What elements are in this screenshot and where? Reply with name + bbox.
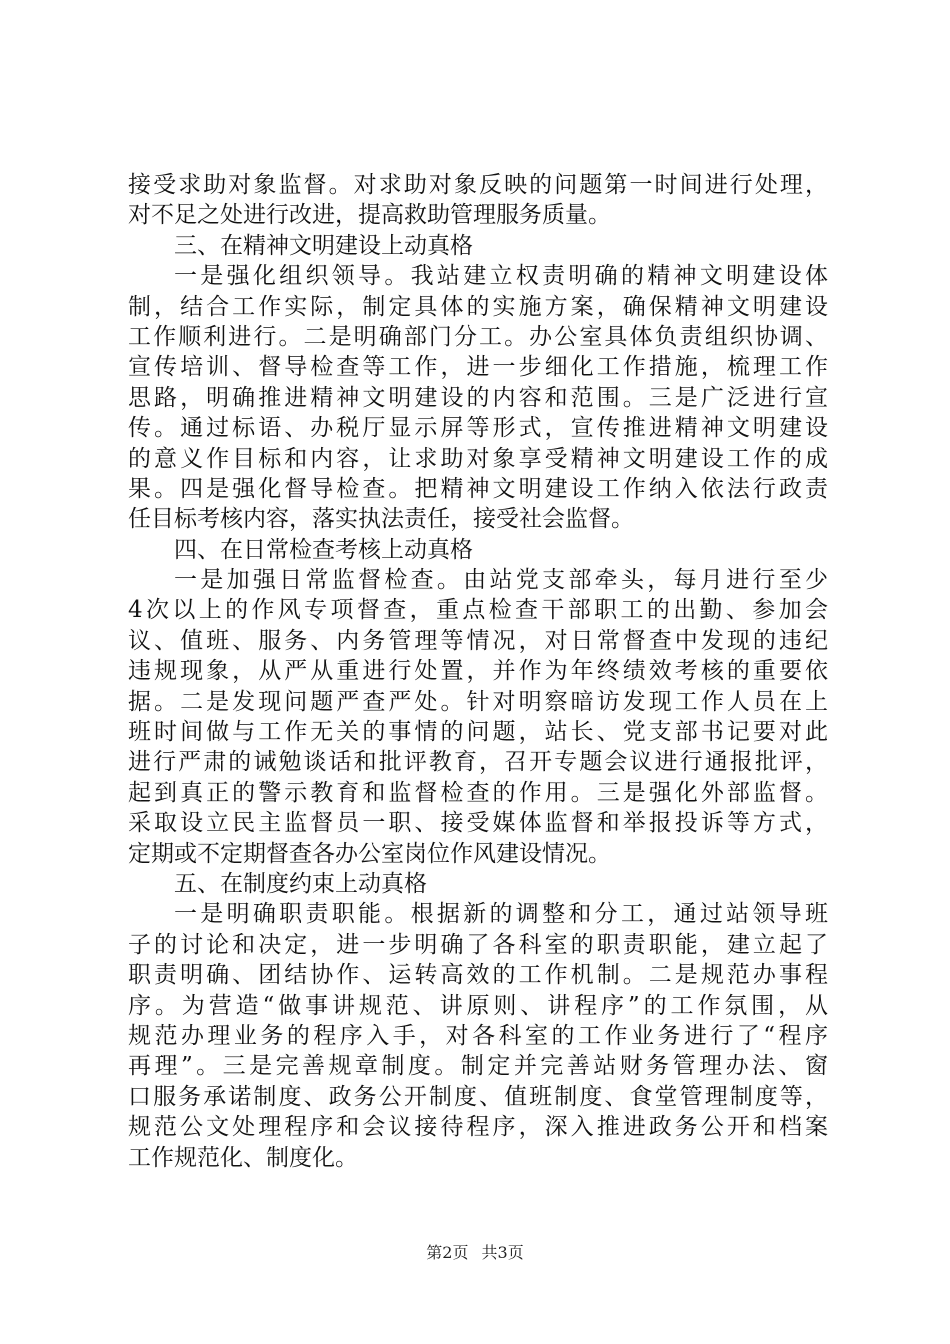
paragraph-line: 班时间做与工作无关的事情的问题，站长、党支部书记要对此 <box>128 719 828 746</box>
paragraph-line: 违规现象，从严从重进行处置，并作为年终绩效考核的重要依 <box>128 658 828 685</box>
page-footer <box>0 1240 950 1263</box>
paragraph-line: 一是明确职责职能。根据新的调整和分工，通过站领导班 <box>174 901 828 928</box>
paragraph-line: 传。通过标语、办税厅显示屏等形式，宣传推进精神文明建设 <box>128 415 828 442</box>
paragraph-line: 规范办理业务的程序入手，对各科室的工作业务进行了“程序 <box>128 1022 828 1049</box>
paragraph-line: 一是加强日常监督检查。由站党支部牵头，每月进行至少 <box>174 567 828 594</box>
paragraph-line: 宣传培训、督导检查等工作，进一步细化工作措施，梳理工作 <box>128 354 828 381</box>
paragraph-line: 再理”。三是完善规章制度。制定并完善站财务管理办法、窗 <box>128 1053 828 1080</box>
paragraph-line: 对不足之处进行改进，提高救助管理服务质量。 <box>128 202 611 229</box>
paragraph-line: 口服务承诺制度、政务公开制度、值班制度、食堂管理制度等， <box>128 1083 828 1110</box>
section-heading: 五、在制度约束上动真格 <box>174 870 427 897</box>
page-number: 第2页 <box>426 1243 469 1262</box>
paragraph-line: 定期或不定期督查各办公室岗位作风建设情况。 <box>128 840 611 867</box>
paragraph-line: 子的讨论和决定，进一步明确了各科室的职责职能，建立起了 <box>128 931 828 958</box>
page-total: 共3页 <box>481 1243 524 1262</box>
paragraph-line: 果。四是强化督导检查。把精神文明建设工作纳入依法行政责 <box>128 475 828 502</box>
paragraph-line: 工作规范化、制度化。 <box>128 1144 358 1171</box>
paragraph-line: 任目标考核内容，落实执法责任，接受社会监督。 <box>128 506 634 533</box>
paragraph-line: 进行严肃的诫勉谈话和批评教育，召开专题会议进行通报批评， <box>128 749 828 776</box>
paragraph-line: 序。为营造“做事讲规范、讲原则、讲程序”的工作氛围，从 <box>128 992 828 1019</box>
paragraph-line: 工作顺利进行。二是明确部门分工。办公室具体负责组织协调、 <box>128 323 828 350</box>
paragraph-line: 的意义作目标和内容，让求助对象享受精神文明建设工作的成 <box>128 445 828 472</box>
paragraph-line: 思路，明确推进精神文明建设的内容和范围。三是广泛进行宣 <box>128 384 828 411</box>
paragraph-line: 4次以上的作风专项督查，重点检查干部职工的出勤、参加会 <box>128 597 828 624</box>
paragraph-line: 议、值班、服务、内务管理等情况，对日常督查中发现的违纪 <box>128 627 828 654</box>
section-heading: 四、在日常检查考核上动真格 <box>174 536 473 563</box>
document-body <box>128 170 828 1173</box>
paragraph-line: 接受求助对象监督。对求助对象反映的问题第一时间进行处理， <box>128 172 828 198</box>
paragraph-line: 规范公文处理程序和会议接待程序，深入推进政务公开和档案 <box>128 1114 828 1141</box>
paragraph-line: 一是强化组织领导。我站建立权责明确的精神文明建设体 <box>174 263 828 290</box>
paragraph-line: 据。二是发现问题严查严处。针对明察暗访发现工作人员在上 <box>128 688 828 715</box>
section-heading: 三、在精神文明建设上动真格 <box>174 232 473 259</box>
paragraph-line: 起到真正的警示教育和监督检查的作用。三是强化外部监督。 <box>128 779 828 806</box>
paragraph-line: 制，结合工作实际，制定具体的实施方案，确保精神文明建设 <box>128 293 828 320</box>
paragraph-line: 采取设立民主监督员一职、接受媒体监督和举报投诉等方式， <box>128 810 828 837</box>
paragraph-line: 职责明确、团结协作、运转高效的工作机制。二是规范办事程 <box>128 962 828 989</box>
